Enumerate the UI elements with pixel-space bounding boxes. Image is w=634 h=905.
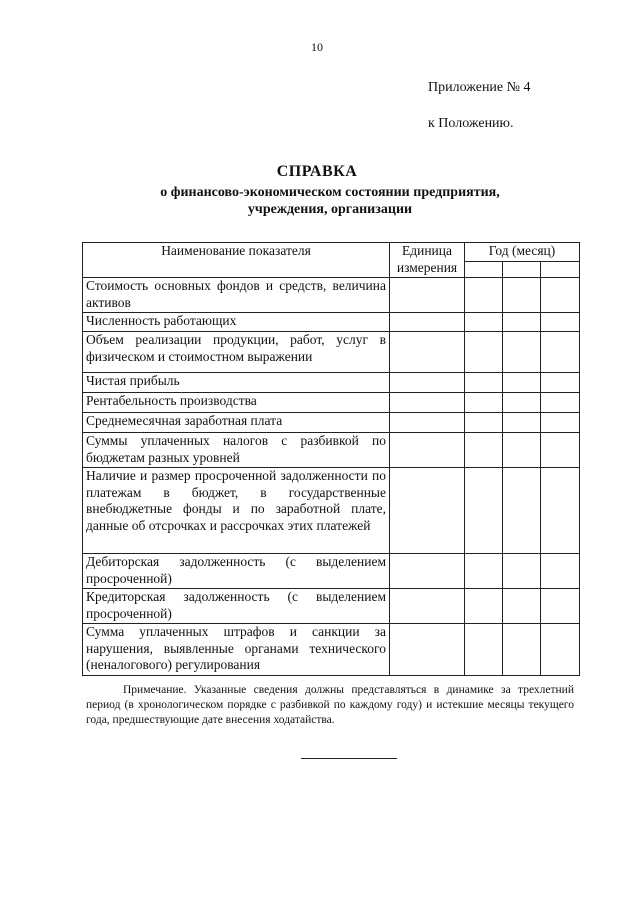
indicators-table [82, 242, 580, 676]
value-cell [503, 278, 541, 313]
indicator-name: Кредиторская задолженность (с выделением просроченной) [83, 589, 390, 624]
indicator-name: Чистая прибыль [83, 373, 390, 393]
period-subcell [503, 262, 541, 278]
table-row [83, 413, 580, 433]
value-cell [465, 624, 503, 676]
unit-cell [390, 373, 465, 393]
indicator-name: Сумма уплаченных штрафов и санкции за нарушения, выявленные органами технического (неналогового) регулирования [83, 624, 390, 676]
appendix-label: Приложение № 4 [428, 80, 531, 95]
footnote-text: Примечание. Указанные сведения должны представляться в динамике за трехлетний период (в хронологическом порядке с разбивкой по каждому году) и истекшие месяцы текущего года, предшествующие дате внесения ходатайства. [86, 684, 574, 726]
footnote [86, 683, 574, 728]
value-cell [465, 373, 503, 393]
value-cell [465, 278, 503, 313]
indicator-name: Рентабельность производства [83, 393, 390, 413]
signature-line [301, 758, 397, 759]
indicator-name: Численность работающих [83, 313, 390, 332]
value-cell [503, 332, 541, 373]
table-row [83, 332, 580, 373]
unit-cell [390, 313, 465, 332]
unit-cell [390, 468, 465, 554]
value-cell [465, 313, 503, 332]
indicator-name: Стоимость основных фондов и средств, величина активов [83, 278, 390, 313]
value-cell [465, 413, 503, 433]
value-cell [465, 554, 503, 589]
unit-cell [390, 413, 465, 433]
indicator-name: Суммы уплаченных налогов с разбивкой по бюджетам разных уровней [83, 433, 390, 468]
value-cell [541, 373, 580, 393]
value-cell [541, 332, 580, 373]
value-cell [503, 624, 541, 676]
table-row [83, 554, 580, 589]
value-cell [465, 589, 503, 624]
table-row [83, 468, 580, 554]
value-cell [465, 332, 503, 373]
value-cell [465, 433, 503, 468]
table-row [83, 589, 580, 624]
indicator-name: Дебиторская задолженность (с выделением просроченной) [83, 554, 390, 589]
value-cell [541, 554, 580, 589]
indicator-name: Объем реализации продукции, работ, услуг в физическом и стоимостном выражении [83, 332, 390, 373]
value-cell [503, 468, 541, 554]
unit-header: Единица измерения [390, 243, 465, 278]
table-row [83, 373, 580, 393]
document-title: СПРАВКА [276, 163, 358, 180]
value-cell [503, 393, 541, 413]
period-subcell [465, 262, 503, 278]
table-row [83, 278, 580, 313]
value-cell [541, 278, 580, 313]
value-cell [541, 413, 580, 433]
value-cell [541, 468, 580, 554]
value-cell [541, 624, 580, 676]
value-cell [503, 589, 541, 624]
regulation-reference: к Положению. [428, 116, 514, 131]
value-cell [541, 589, 580, 624]
indicator-name: Среднемесячная заработная плата [83, 413, 390, 433]
value-cell [503, 373, 541, 393]
period-header: Год (месяц) [465, 243, 580, 262]
unit-cell [390, 554, 465, 589]
value-cell [465, 393, 503, 413]
table-row [83, 433, 580, 468]
unit-cell [390, 332, 465, 373]
unit-cell [390, 589, 465, 624]
indicator-name: Наличие и размер просроченной задолженности по платежам в бюджет, в государственные внебюджетные фонды и по заработной плате, данные об отсрочках и рассрочках этих платежей [83, 468, 390, 554]
unit-cell [390, 433, 465, 468]
value-cell [541, 313, 580, 332]
value-cell [503, 433, 541, 468]
table-row [83, 393, 580, 413]
value-cell [541, 433, 580, 468]
value-cell [503, 554, 541, 589]
value-cell [465, 468, 503, 554]
unit-cell [390, 624, 465, 676]
unit-cell [390, 393, 465, 413]
value-cell [541, 393, 580, 413]
period-subcell [541, 262, 580, 278]
value-cell [503, 413, 541, 433]
document-subtitle: о финансово-экономическом состоянии предприятия, учреждения, организации [160, 185, 500, 217]
unit-cell [390, 278, 465, 313]
table-row [83, 313, 580, 332]
indicator-header: Наименование показателя [83, 243, 390, 278]
page-number: 10 [311, 40, 323, 54]
value-cell [503, 313, 541, 332]
table-row [83, 624, 580, 676]
